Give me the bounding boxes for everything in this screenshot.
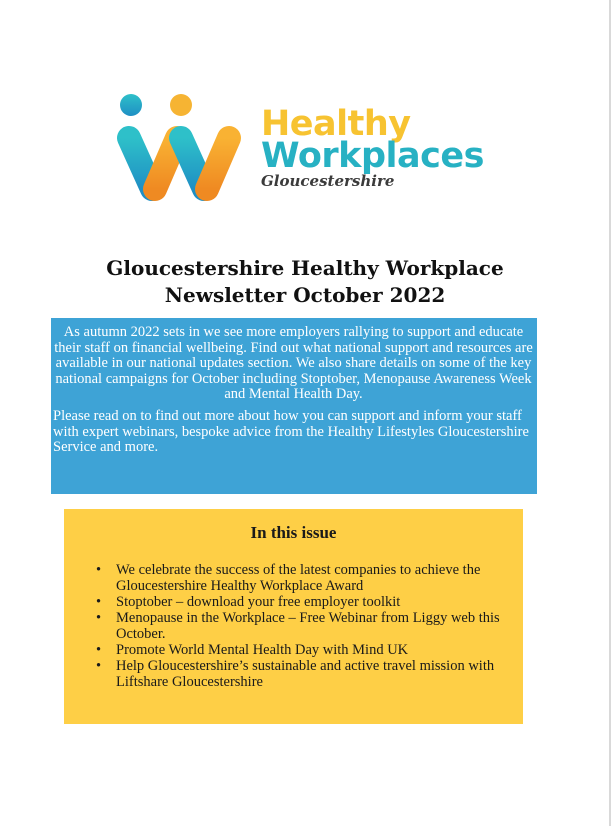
title-line-1: Gloucestershire Healthy Workplace [106,256,504,280]
logo-text-workplaces: Workplaces [261,136,484,176]
list-item [64,562,523,594]
in-this-issue-box [64,509,523,724]
list-item-text: Stoptober – download your free employer toolkit [116,594,401,610]
list-item [64,642,523,658]
list-item-text: Promote World Mental Health Day with Mind UK [116,642,409,658]
healthy-workplaces-logo [115,93,485,203]
logo-text-gloucestershire: Gloucestershire [261,172,395,190]
bullet-icon: • [96,610,102,626]
logo-text-healthy: Healthy [261,104,411,144]
bullet-icon: • [96,642,102,658]
list-item-text: We celebrate the success of the latest companies to achieve the Gloucestershire Healthy Workplace Award [116,562,481,594]
intro-paragraph-2: Please read on to find out more about how you can support and inform your staff with expert webinars, bespoke advice from the Healthy Lifestyles Gloucestershire Service and more. [53,407,529,456]
list-item [64,658,523,690]
intro-box [51,318,537,494]
newsletter-title [40,255,570,309]
title-line-2: Newsletter October 2022 [164,283,446,307]
bullet-icon: • [96,658,102,674]
intro-paragraph-1: As autumn 2022 sets in we see more employers rallying to support and educate their staff on financial wellbeing. Find out what national support and resources are available in our national updates section. We also share details on some of the key national campaigns for October including Stoptober, Menopause Awareness Week and Mental Health Day. [54,324,533,403]
list-item-text: Menopause in the Workplace – Free Webinar from Liggy web this October. [116,610,500,642]
bullet-icon: • [96,594,102,610]
in-this-issue-list [64,562,523,690]
list-item [64,594,523,610]
list-item [64,610,523,642]
logo-w-mark-icon [115,93,255,203]
bullet-icon: • [96,562,102,578]
in-this-issue-heading: In this issue [250,523,337,542]
list-item-text: Help Gloucestershire’s sustainable and active travel mission with Liftshare Gloucestershire [116,658,495,690]
